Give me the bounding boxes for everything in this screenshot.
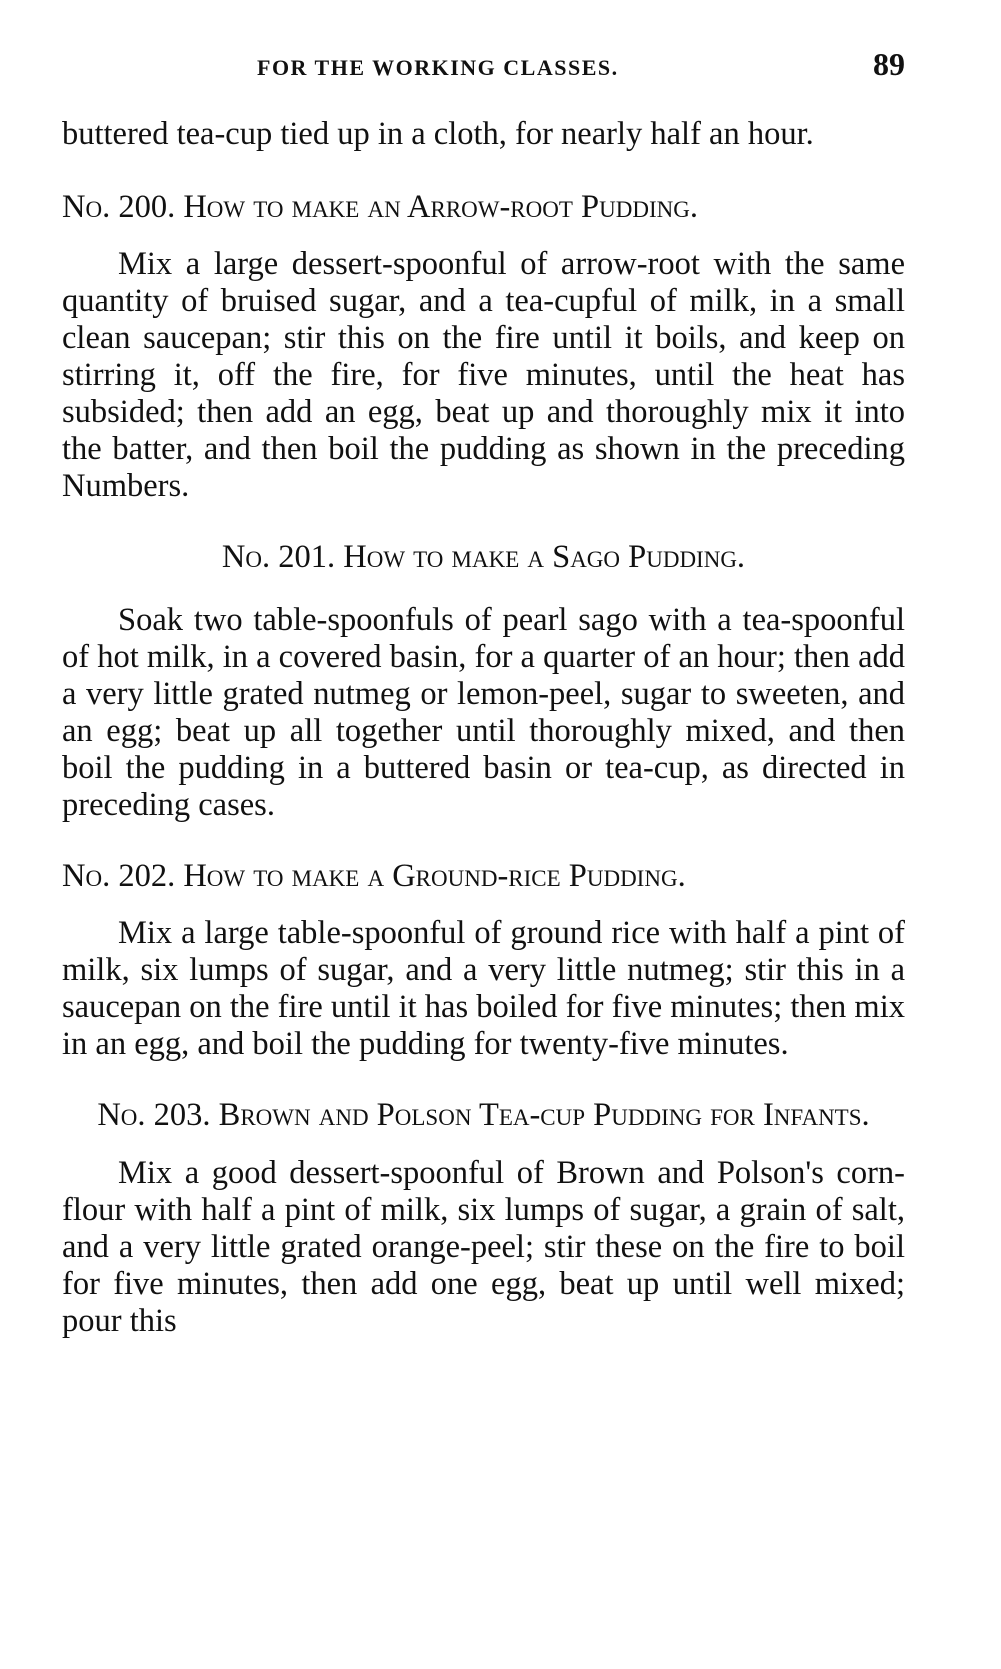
- recipe-heading-202: No. 202. How to make a Ground-rice Pudding.: [62, 858, 686, 894]
- recipe-heading-201: No. 201. How to make a Sago Pudding.: [221, 539, 746, 575]
- recipe-body-201: Soak two table-spoonfuls of pearl sago with a tea-spoonful of hot milk, in a covered basin, for a quarter of an hour; then add a very little grated nutmeg or lemon-peel, sugar to sweeten, and an egg; beat up all together until thoroughly mixed, and then boil the pudding in a buttered basin or tea-cup, as directed in preceding cases.: [62, 602, 905, 823]
- recipe-heading-203: No. 203. Brown and Polson Tea-cup Pudding for Infants.: [97, 1097, 870, 1133]
- running-head: [62, 46, 905, 94]
- running-title: FOR THE WORKING CLASSES.: [257, 55, 619, 80]
- recipe-body-200: Mix a large dessert-spoonful of arrow-root with the same quantity of bruised sugar, and a tea-cupful of milk, in a small clean saucepan; stir this on the fire until it boils, and keep on stirring it, off the fire, for five minutes, until the heat has subsided; then add an egg, beat up and thoroughly mix it into the batter, and then boil the pudding as shown in the preceding Numbers.: [62, 246, 905, 504]
- continuation-text: buttered tea-cup tied up in a cloth, for nearly half an hour.: [62, 116, 814, 152]
- recipe-body-202: Mix a large table-spoonful of ground rice with half a pint of milk, six lumps of sugar, and a very little nutmeg; stir this in a saucepan on the fire until it has boiled for five minutes; then mix in an egg, and boil the pudding for twenty-five minutes.: [62, 915, 905, 1062]
- recipe-body-203: Mix a good dessert-spoonful of Brown and Polson's corn-flour with half a pint of milk, six lumps of sugar, a grain of salt, and a very little grated orange-peel; stir these on the fire to boil for five minutes, then add one egg, beat up until well mixed; pour this: [62, 1155, 905, 1339]
- page-number: 89: [873, 46, 905, 82]
- recipe-heading-200: No. 200. How to make an Arrow-root Pudding.: [62, 189, 698, 225]
